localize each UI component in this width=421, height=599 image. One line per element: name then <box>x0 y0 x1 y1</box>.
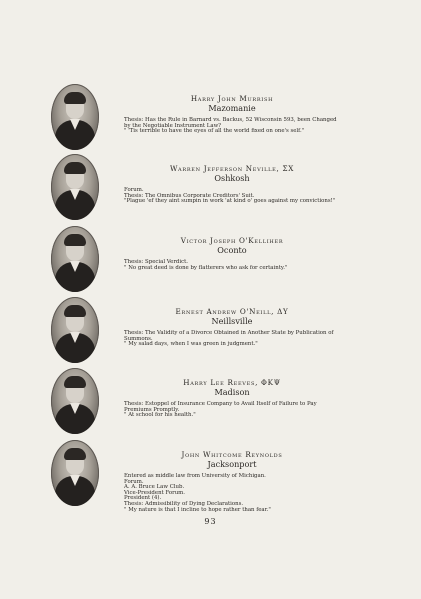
thesis-line: Thesis: The Validity of a Divorce Obtained in Another State by Publication of Summons. <box>124 330 334 342</box>
portrait-photo <box>51 368 99 434</box>
student-entry <box>51 84 339 152</box>
student-name: Victor Joseph O'Kelliher <box>180 236 284 245</box>
quote-line: "Plague 'ef they aint sumpin in work 'at kind o' goes against my convictions!" <box>124 198 336 205</box>
student-entry <box>51 297 339 365</box>
hometown: Neillsville <box>211 316 253 326</box>
student-name: Harry John Murrish <box>190 94 274 103</box>
portrait-photo <box>51 226 99 292</box>
hometown: Mazomanie <box>208 103 256 113</box>
education-line: Entered as middle law from University of Michigan. <box>124 473 266 479</box>
hometown: Oshkosh <box>214 173 250 183</box>
quote-line: " No great deed is done by flatterers who ask for certainty." <box>124 264 288 271</box>
quote-line: " 'Tis terrible to have the eyes of all the world fixed on one's self." <box>124 128 305 135</box>
student-name: Ernest Andrew O'Neill, ΔΥ <box>175 307 289 316</box>
student-entry <box>51 154 339 222</box>
thesis-line: Thesis: Special Verdict. <box>124 259 189 265</box>
portrait-photo <box>51 297 99 363</box>
portrait-photo <box>51 154 99 220</box>
entry-text <box>124 450 340 513</box>
entry-text <box>124 94 340 135</box>
thesis-line: Thesis: Has the Rule in Barnard vs. Backus, 52 Wisconsin 593, been Changed by the Negotiable Instrument Law? <box>124 117 337 129</box>
student-name: Harry Lee Reeves, ΦΚΨ <box>183 378 281 387</box>
activity-line: Forum. <box>124 187 144 193</box>
thesis-line: Thesis: The Omnibus Corporate Creditors' Suit. <box>124 192 255 199</box>
hometown: Oconto <box>217 245 247 255</box>
quote-line: " My nature is that I incline to hope rather than fear." <box>124 506 271 513</box>
entry-text <box>124 378 340 419</box>
quote-line: " At school for his health." <box>124 412 196 419</box>
hometown: Jacksonport <box>207 459 257 469</box>
student-entry <box>51 226 339 294</box>
portrait-photo <box>51 84 99 150</box>
activity-line: Forum. <box>124 478 144 485</box>
student-entry <box>51 368 339 436</box>
entry-text <box>124 236 340 271</box>
activity-line: Vice-President Forum. <box>124 489 185 496</box>
activity-line: A. A. Bruce Law Club. <box>124 484 185 491</box>
page-number: 93 <box>204 517 217 526</box>
student-entry <box>51 440 339 513</box>
quote-line: " My salad days, when I was green in judgment." <box>124 341 258 348</box>
entry-text <box>124 307 340 348</box>
student-name: John Whitcome Reynolds <box>181 450 283 459</box>
student-name: Warren Jefferson Neville, ΣΧ <box>169 164 295 173</box>
thesis-line: Thesis: Estoppel of Insurance Company to Avail Itself of Failure to Pay Premiums Promptly. <box>124 401 317 413</box>
entry-text <box>124 164 340 205</box>
hometown: Madison <box>214 387 250 397</box>
thesis-line: Thesis: Admissibility of Dying Declarations. <box>124 500 244 507</box>
activity-line: President (4). <box>124 495 162 502</box>
portrait-photo <box>51 440 99 506</box>
